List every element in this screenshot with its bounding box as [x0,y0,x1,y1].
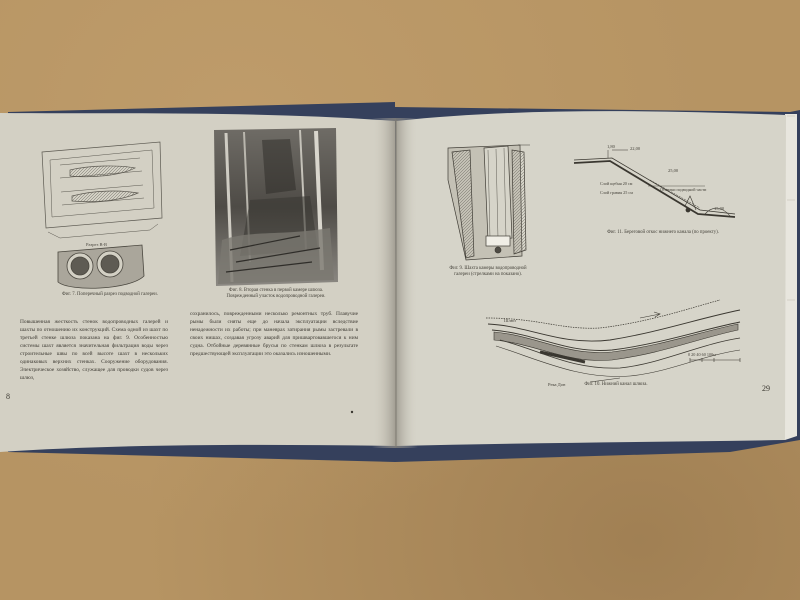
left-column-text: Повышенная жесткость стенок водопроводных галерей и шахты по отношению их конструкций. Схема одной из шахт по третьей стенке шлюза показана на фиг. 9. Особенностью системы шахт является значительная фильтрация воды через строительные швы по всей высоте шахт в нескольких одинаковых верхних стенках. Сооружение оборудования. Электрическое хозяйство, служащее для проводки судов через шлюз, [20,319,168,381]
fig8-photo [214,128,338,286]
right-column-text: сохранилось, поврежденными несколько ремонтных труб. Плавучие рымы были сняты еще до начала эксплуатации вследствие ненадежности их работы; при маневрах затирания рымы застревали в своих нишах, создавая угрозу аварий для пришвартовавшегося к ним судна. Отбойные деревянные брусья по стенкам шлюза в результате предшествующей эксплуатации это оказались изношенными. [190,311,358,357]
fig11-label-b: 22,00 [630,146,641,151]
fig7-section-label: Разрез В-В [86,242,107,247]
page-number-right: 29 [762,384,770,393]
fig11-label-d: Отметки подводной части [660,187,707,192]
fig11-label-f: Слой гравия 25 см [600,190,633,195]
fig11-caption: Фиг. 11. Береговой откос нижнего канала (по проекту). [607,230,719,235]
fig11-label-a: 1,80 [607,144,615,149]
fig10-label-river: Река Дон [548,382,566,387]
page-number-left: 8 [6,392,10,401]
fig10-caption: Фиг. 10. Нижний канал шлюза. [584,382,648,387]
fig8-caption: Фиг. 8. Вторая стенка в первой камере шлюза. Поврежденный участок водопроводной галереи. [226,288,326,299]
fig11-label-g: 15,00 [714,206,725,211]
page-edges-right [785,114,797,440]
fig10-scale: 0 20 40 60 100м [688,352,716,357]
fig7-caption: Фиг. 7. Поперечный разрез подводной галереи. [62,292,158,297]
fig10-label-lock: Шлюз [504,318,516,323]
fig11-label-c: 25,00 [668,168,679,173]
fig7-section-drawing [58,245,144,288]
fig11-label-e: Слой щебня 20 см [600,181,633,186]
fig9-caption: Фиг. 9. Шахта камеры водопроводной галереи (стрелками на показано). [449,266,527,277]
